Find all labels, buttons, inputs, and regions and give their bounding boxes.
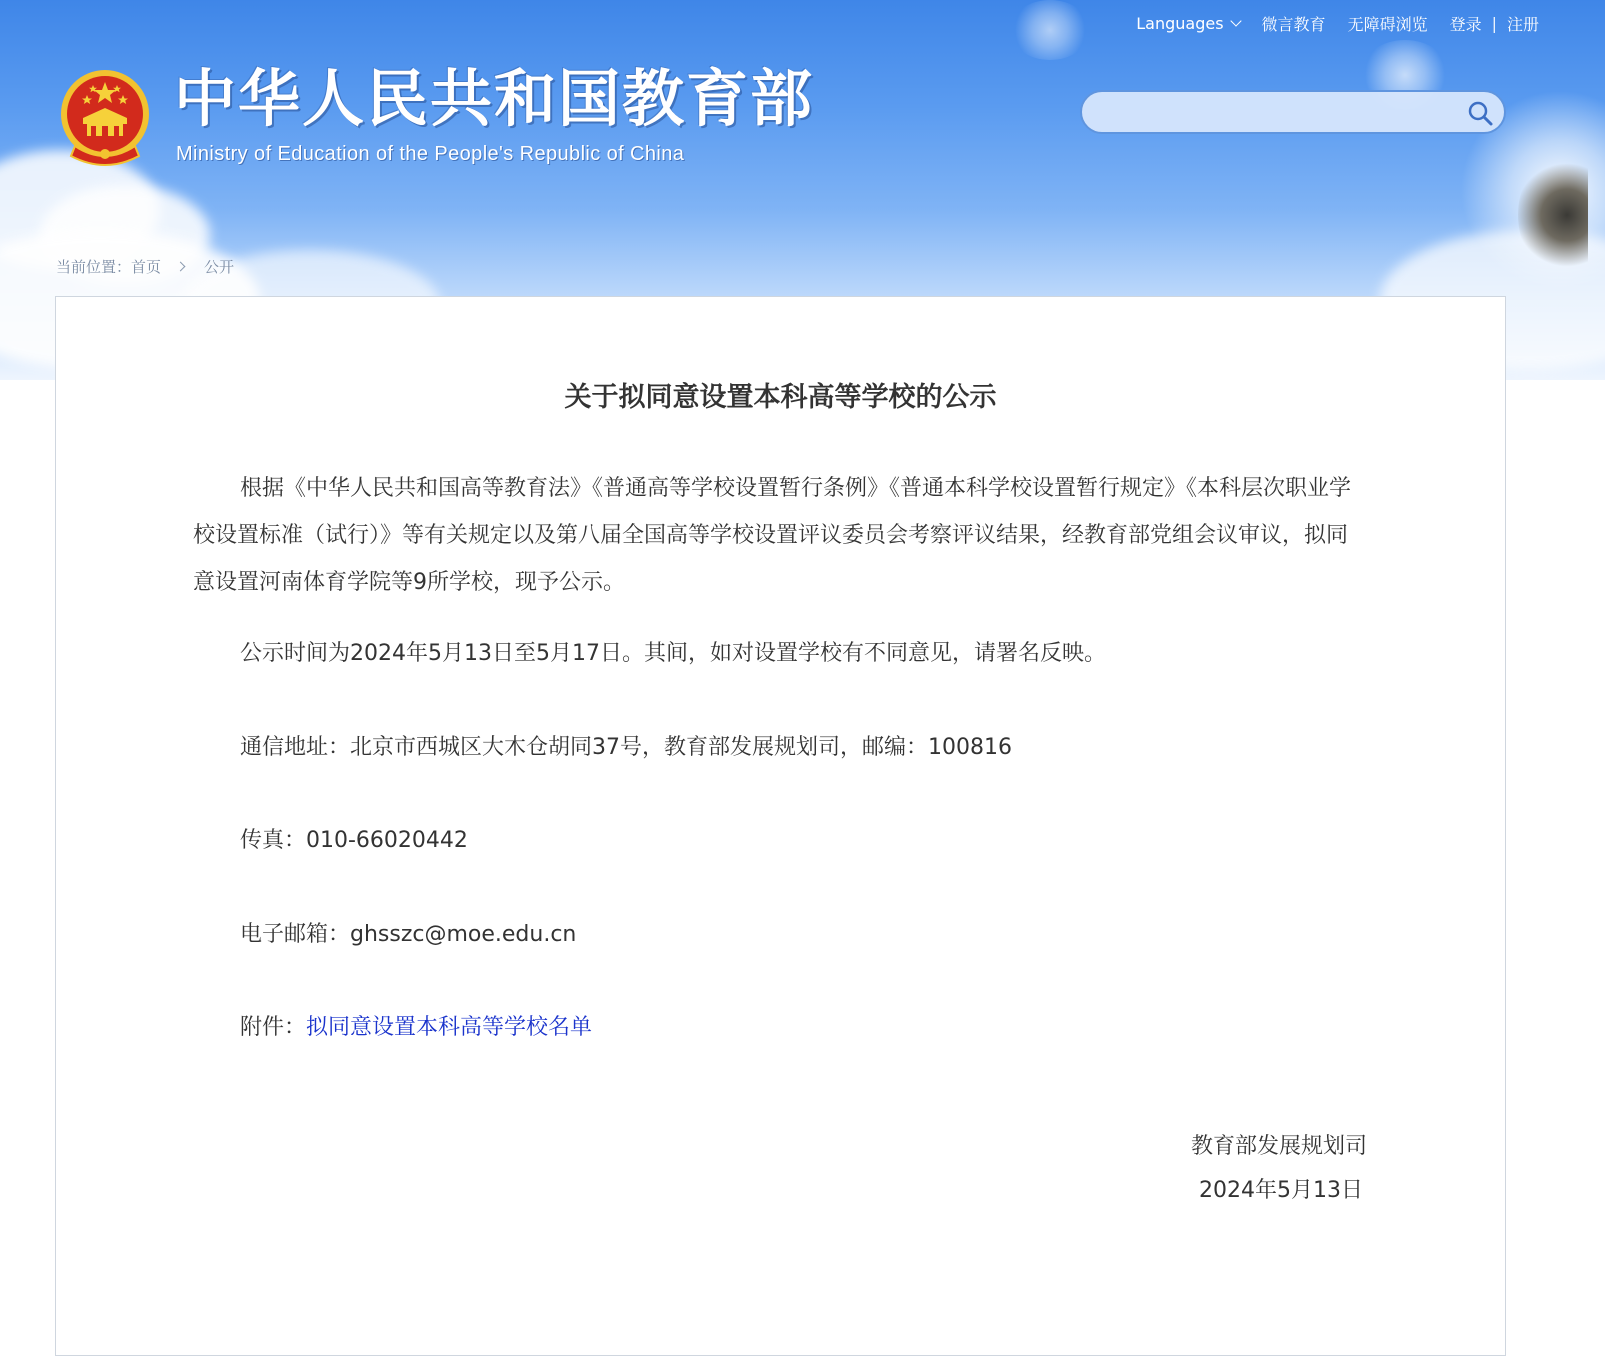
national-emblem-icon[interactable]	[57, 68, 153, 172]
breadcrumb-label: 当前位置：	[56, 258, 132, 276]
languages-dropdown[interactable]	[1136, 14, 1239, 33]
signature-date: 2024年5月13日	[1199, 1178, 1363, 1203]
search-box	[1080, 90, 1506, 134]
link-separator: |	[1491, 14, 1497, 33]
dandelion-head-decoration	[1518, 160, 1588, 270]
breadcrumb-current-link[interactable]: 公开	[204, 258, 235, 276]
attachment-label: 附件：	[240, 1015, 307, 1040]
chevron-down-icon	[1230, 15, 1241, 26]
weiyan-link[interactable]: 微言教育	[1261, 15, 1326, 34]
signature-org: 教育部发展规划司	[1190, 1134, 1367, 1159]
article-title: 关于拟同意设置本科高等学校的公示	[564, 382, 997, 413]
site-title-en: Ministry of Education of the People's Republic of China	[176, 143, 685, 165]
contact-email: 电子邮箱：ghsszc@moe.edu.cn	[240, 922, 577, 947]
breadcrumb-home-link[interactable]: 首页	[131, 258, 162, 276]
contact-address: 通信地址：北京市西城区大木仓胡同37号，教育部发展规划司，邮编：100816	[240, 735, 1012, 760]
attachment-row	[240, 1004, 592, 1051]
chevron-right-icon	[176, 262, 186, 272]
attachment-link[interactable]: 拟同意设置本科高等学校名单	[306, 1015, 593, 1040]
article-paragraph-1: 根据《中华人民共和国高等教育法》《普通高等学校设置暂行条例》《普通本科学校设置暂行规定》《本科层次职业学校设置标准（试行）》等有关规定以及第八届全国高等学校设置评议委员会考察评议结果，经教育部党组会议审议，拟同意设置河南体育学院等9所学校，现予公示。	[193, 476, 1352, 595]
article-paragraph-2: 公示时间为2024年5月13日至5月17日。其间，如对设置学校有不同意见，请署名反映。	[240, 641, 1106, 666]
top-links-bar	[1136, 12, 1539, 35]
search-input[interactable]	[1100, 98, 1464, 128]
register-link[interactable]: 注册	[1506, 15, 1539, 34]
site-title-cn[interactable]: 中华人民共和国教育部	[174, 62, 815, 135]
article-body	[193, 465, 1369, 1040]
article-panel	[55, 296, 1506, 1356]
login-link[interactable]: 登录	[1449, 15, 1482, 34]
search-icon[interactable]	[1466, 99, 1494, 127]
languages-label: Languages	[1136, 14, 1224, 33]
accessible-browse-link[interactable]: 无障碍浏览	[1347, 15, 1428, 34]
contact-fax: 传真：010-66020442	[240, 828, 468, 853]
breadcrumb	[56, 256, 234, 277]
dandelion-decoration	[1010, 0, 1090, 60]
